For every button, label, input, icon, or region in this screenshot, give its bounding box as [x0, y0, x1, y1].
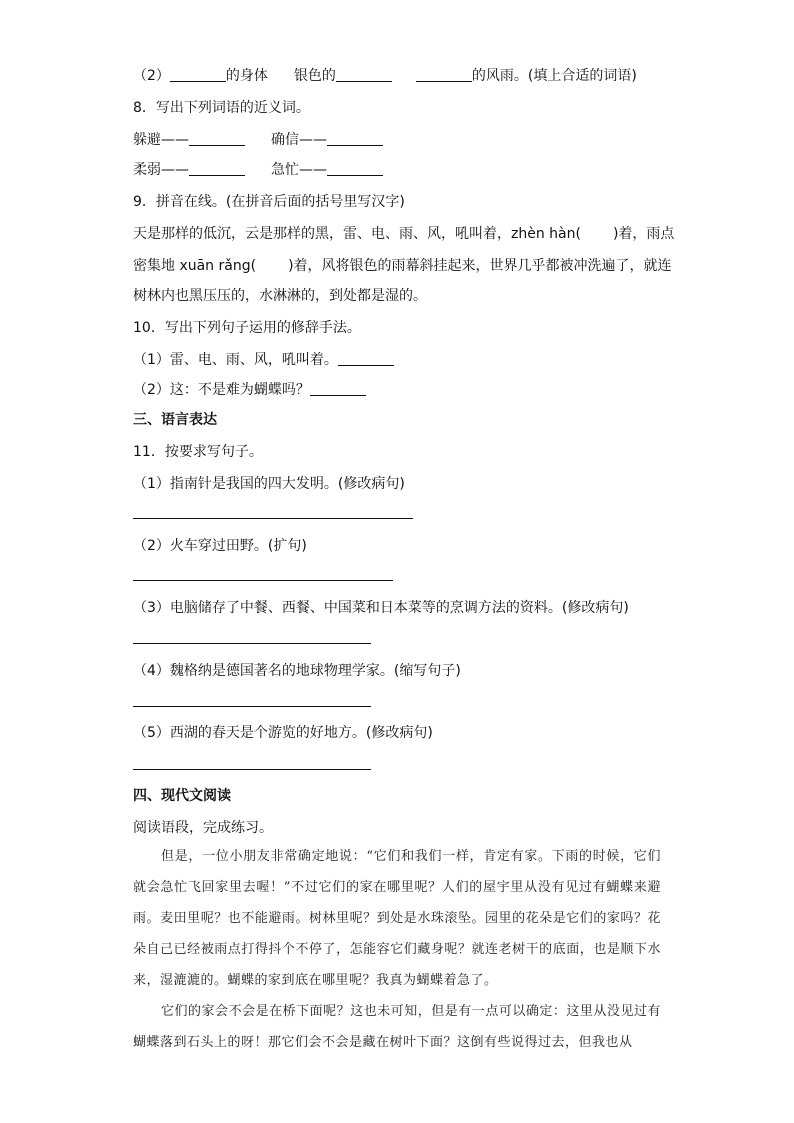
answer-line[interactable] [133, 518, 413, 519]
reading-intro: 阅读语段，完成练习。 [133, 820, 273, 836]
text-segment: 密集地 xuān rǎng( [133, 258, 257, 274]
text-segment: 天是那样的低沉，云是那样的黑，雷、电、雨、风，吼叫着，zhèn hàn( [133, 226, 581, 242]
answer-blank[interactable] [189, 131, 245, 146]
q11-title: 11．按要求写句子。 [133, 444, 263, 460]
text-segment: )着，雨点 [612, 226, 675, 242]
q8-row-1 [133, 130, 383, 150]
q9-text-line-1 [133, 224, 674, 244]
q8-row-2 [133, 160, 383, 180]
item-number: （2） [133, 68, 170, 84]
answer-line[interactable] [133, 706, 371, 707]
answer-blank[interactable] [336, 67, 392, 82]
passage-paragraph: 它们的家会不会是在桥下面呢？这也未可知，但是有一点可以确定：这里从没见过有蝴蝶落到石头上的呀！那它们会不会是藏在树叶下面？这倒有些说得过去，但我也从 [133, 1004, 661, 1050]
q11-item-2: （2）火车穿过田野。(扩句) [133, 538, 307, 554]
q7-item-2 [133, 66, 637, 86]
q11-item-1: （1）指南针是我国的四大发明。(修改病句) [133, 476, 405, 492]
q10-item-2 [133, 380, 366, 400]
answer-blank[interactable] [338, 351, 394, 366]
phrase-text: 银色的 [293, 68, 336, 84]
word-prompt: 躲避—— [133, 132, 189, 148]
q9-text-line-3: 树林内也黑压压的，水淋淋的，到处都是湿的。 [133, 288, 427, 304]
answer-line[interactable] [133, 580, 393, 581]
answer-blank[interactable] [170, 67, 226, 82]
q10-title: 10．写出下列句子运用的修辞手法。 [133, 320, 361, 336]
answer-blank[interactable] [327, 131, 383, 146]
answer-line[interactable] [133, 769, 371, 770]
q8-title: 8．写出下列词语的近义词。 [133, 100, 310, 116]
word-prompt: 柔弱—— [133, 162, 189, 178]
answer-line[interactable] [133, 643, 371, 644]
text-segment: )着，风将银色的雨幕斜挂起来，世界几乎都被冲洗遍了，就连 [288, 258, 672, 274]
answer-blank[interactable] [416, 67, 472, 82]
q9-title: 9．拼音在线。(在拼音后面的括号里写汉字) [133, 194, 405, 210]
answer-blank[interactable] [189, 161, 245, 176]
q11-item-3: （3）电脑储存了中餐、西餐、中国菜和日本菜等的烹调方法的资料。(修改病句) [133, 600, 629, 616]
answer-blank[interactable] [327, 161, 383, 176]
section-heading: 四、现代文阅读 [133, 788, 231, 804]
q11-item-4: （4）魏格纳是德国著名的地球物理学家。(缩写句子) [133, 663, 461, 679]
word-prompt: 急忙—— [271, 162, 327, 178]
answer-blank[interactable] [310, 381, 366, 396]
reading-passage [133, 841, 661, 1058]
phrase-text: 的身体 [225, 68, 268, 84]
sentence-text: （2）这：不是难为蝴蝶吗？ [133, 382, 310, 398]
phrase-text: 的风雨。(填上合适的词语) [471, 68, 637, 84]
q11-item-5: （5）西湖的春天是个游览的好地方。(修改病句) [133, 725, 433, 741]
sentence-text: （1）雷、电、雨、风，吼叫着。 [133, 352, 338, 368]
word-prompt: 确信—— [271, 132, 327, 148]
passage-paragraph: 但是，一位小朋友非常确定地说：“它们和我们一样，肯定有家。下雨的时候，它们就会急忙飞回家里去喔！”不过它们的家在哪里呢？人们的屋宇里从没有见过有蝴蝶来避雨。麦田里呢？也不能避雨。树林里呢？到处是水珠滚坠。园里的花朵是它们的家吗？花朵自己已经被雨点打得抖个不停了，怎能容它们藏身呢？就连老树干的底面，也是顺下水来，湿漉漉的。蝴蝶的家到底在哪里呢？我真为蝴蝶着急了。 [133, 849, 661, 988]
q9-text-line-2 [133, 256, 672, 276]
q10-item-1 [133, 350, 394, 370]
section-heading: 三、语言表达 [133, 412, 217, 428]
